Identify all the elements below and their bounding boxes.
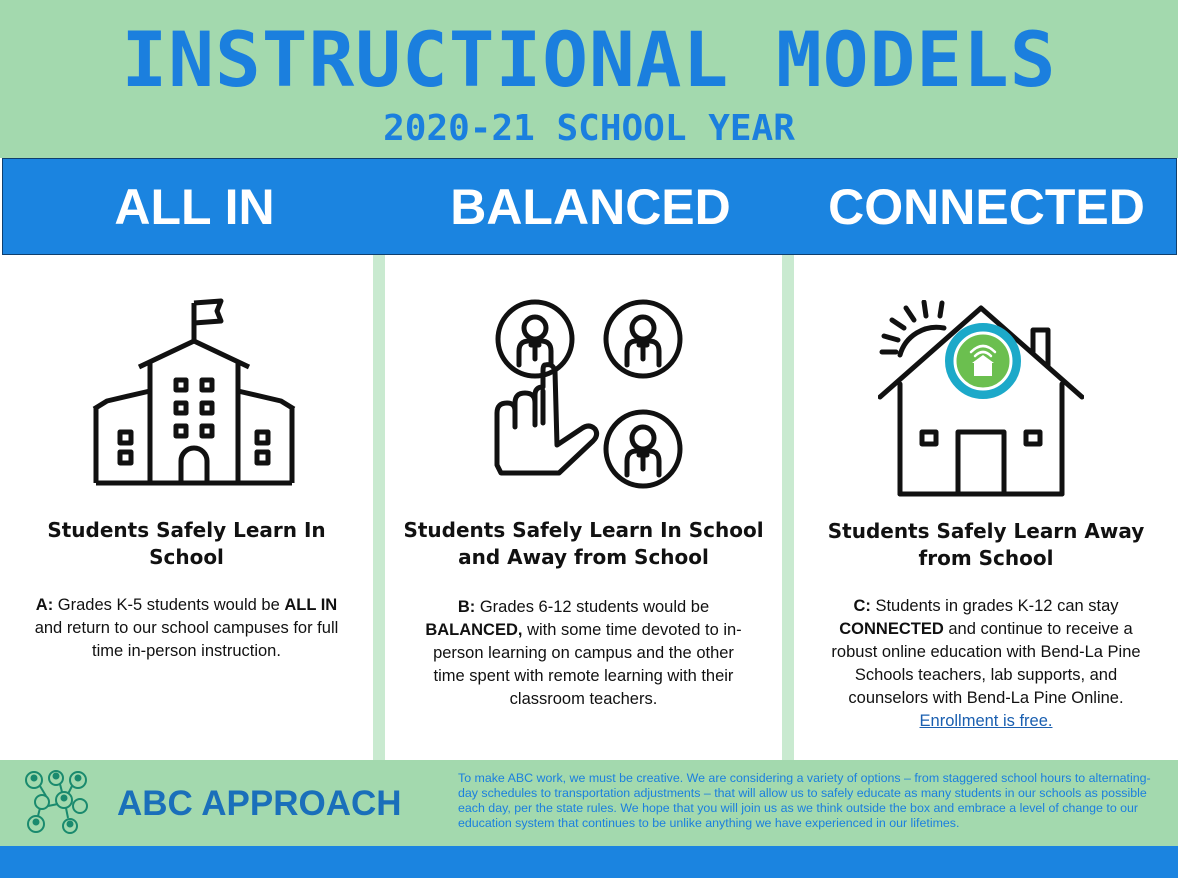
label-balanced: BALANCED [450,179,731,235]
enrollment-link[interactable]: Enrollment is free. [919,712,1053,730]
footer-title: ABC APPROACH [117,784,402,823]
column-divider [373,255,385,760]
emphasis-all-in: ALL IN [284,596,338,614]
footer-description: To make ABC work, we must be creative. We are considering a variety of options – from staggered school hours to alternating-day schedules to transportation adjustments – that will allow us to safely educate as many students in our schools as possible each day, per the state rules. We hope that you will join us as we think outside the box and embrace a level of change to our education system that continues to be unlike anything we have experienced in our lifetimes. [458,771,1151,830]
heading-balanced: Students Safely Learn In School and Away from School [403,518,764,569]
description-text: Grades K-5 students would be [53,596,285,614]
column-all-in [0,255,373,760]
page-subtitle: 2020-21 SCHOOL YEAR [383,108,795,149]
emphasis-balanced: BALANCED, [425,621,523,639]
bottom-bar [0,846,1178,878]
school-building-icon [91,295,297,490]
hand-selecting-person-icon [493,295,693,495]
page-title: INSTRUCTIONAL MODELS [121,15,1057,104]
column-divider [782,255,794,760]
description-text: Grades 6-12 students would be [475,598,710,616]
emphasis-connected: CONNECTED [839,620,944,638]
house-online-icon [878,300,1084,498]
description-connected [794,595,1178,733]
letter-b: B: [457,598,476,616]
people-network-icon [24,770,88,834]
label-all-in: ALL IN [114,179,275,235]
header [0,0,1178,158]
description-text: with some time devoted to in-person learning on campus and the other time spent with remote learning with their classroom teachers. [433,621,742,708]
description-text: and continue to receive a robust online education with Bend-La Pine Schools teachers, lab supports, and counselors with Bend-La Pine Online. [831,620,1141,707]
letter-a: A: [35,596,54,614]
description-text: and return to our school campuses for full time in-person instruction. [34,619,339,660]
column-connected [794,255,1178,760]
footer [0,760,1178,846]
column-balanced [385,255,782,760]
heading-connected: Students Safely Learn Away from School [827,519,1145,570]
person-icon [519,317,551,365]
letter-c: C: [853,597,871,615]
heading-all-in: Students Safely Learn In School [47,518,326,569]
label-connected: CONNECTED [828,179,1145,235]
model-labels-band [2,158,1177,255]
description-text: Students in grades K-12 can stay [870,597,1119,615]
description-all-in [0,594,373,663]
description-balanced [385,596,782,711]
